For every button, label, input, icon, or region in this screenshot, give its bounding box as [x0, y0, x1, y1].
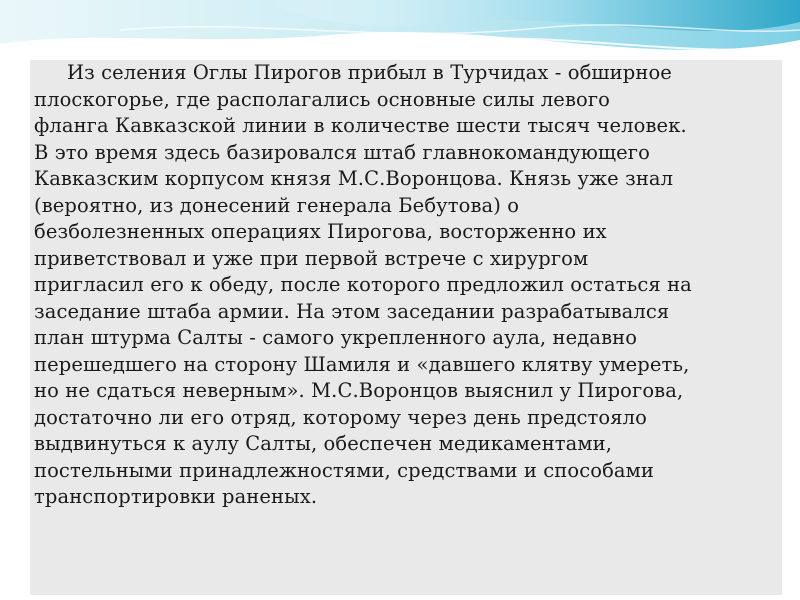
body-paragraph: Из селения Оглы Пирогов прибыл в Турчидах - обширное плоскогорье, где располагались основные силы левого фланга Кавказской линии в количестве шести тысяч человек. В это время здесь базировался штаб главнокомандующего Кавказским корпусом князя М.С.Воронцова. Князь уже знал (вероятно, из донесений генерала Бебутова) о безболезненных операциях Пирогова, восторженно их приветствовал и уже при первой встрече с хирургом пригласил его к обеду, после которого предложил остаться на заседание штаба армии. На этом заседании разрабатывался план штурма Салты - самого укрепленного аула, недавно перешедшего на сторону Шамиля и «давшего клятву умереть, но не сдаться неверным». М.С.Воронцов выяснил у Пирогова, достаточно ли его отряд, которому через день предстояло выдвинуться к аулу Салты, обеспечен медикаментами, постельными принадлежностями, средствами и способами транспортировки раненых. — [34, 61, 692, 508]
content-area — [30, 60, 782, 595]
